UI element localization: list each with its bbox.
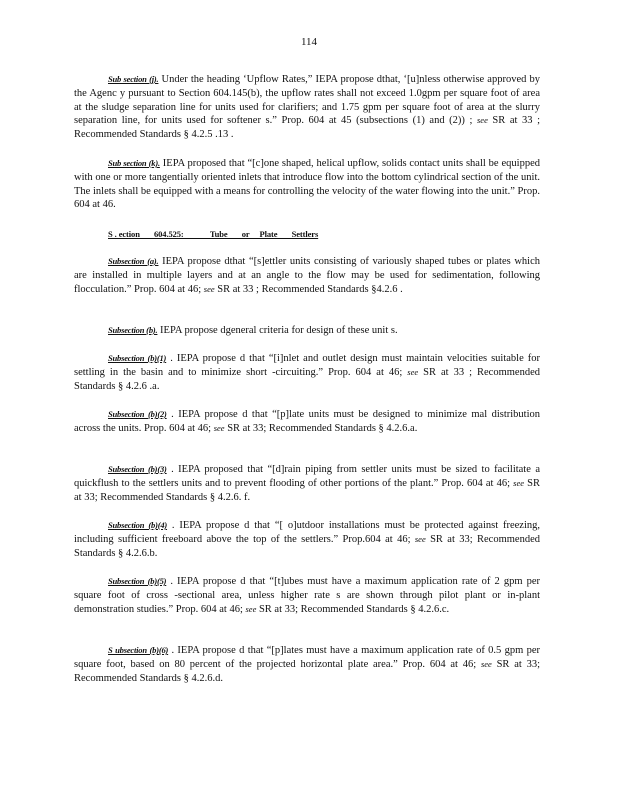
paragraph-text: IEPA propose dgeneral criteria for design of these unit s.	[157, 325, 398, 336]
citation-signal: see	[414, 533, 426, 544]
paragraph-text: . IEPA propose d that “[p]late units must be designed to minimize mal distribution across the units. Prop. 604 at 46;	[74, 409, 540, 434]
citation-signal: see	[476, 115, 488, 126]
paragraph-text: SR at 33; Recommended Standards § 4.2.6.b.	[74, 533, 540, 559]
subsection-label: Subsection (b)(1)	[108, 353, 167, 363]
paragraph-text: . IEPA propose d that “[p]lates must have a maximum application rate of 0.5 gpm per square foot, based on 80 percent of the projected horizontal plate area.” Prop. 604 at 46;	[74, 645, 540, 670]
page-number: 114	[300, 36, 318, 48]
paragraph-text: IEPA proposed that “[c]one shaped, helical upflow, solids contact units shall be equipped with one or more tangentially oriented inlets that introduce flow into the bottom cylindrical section of the unit. The inlets shall be equipped with a means for controlling the velocity of the water flowing into the unit.” Prop. 604 at 46.	[74, 158, 540, 211]
subsection-label: Subsection (b)(5)	[108, 576, 167, 586]
citation-signal: see	[513, 477, 525, 488]
subsection-label: Subsection (a).	[108, 256, 159, 266]
citation-signal: see	[203, 283, 215, 294]
subsection-label: S ubsection (b)(6)	[108, 645, 169, 655]
paragraph-text: SR at 33; Recommended Standards § 4.2.6.d.	[74, 658, 540, 684]
section-heading: S . ection 604.525: Tube or Plate Settlers	[108, 229, 319, 239]
paragraph	[74, 644, 540, 685]
paragraph-text: . IEPA propose d that “[ o]utdoor installations must be protected against freezing, including sufficient freeboard above the top of the settlers.” Prop.604 at 46;	[74, 520, 540, 545]
paragraph-text: Under the heading ‘Upflow Rates,” IEPA propose dthat, ‘[u]nless otherwise approved by the Agenc y pursuant to Section 604.145(b), the upflow rates shall not exceed 1.0gpm per square foot of area at the sludge separation line for units used for clarifiers; and 1.75 gpm per square foot of area at the slurry separation line, for units used for softener s.” Prop. 604 at 45 (subsections (1) and (2)) ;	[74, 74, 540, 127]
citation-signal: see	[245, 603, 257, 614]
paragraph-text: SR at 33; Recommended Standards § 4.2.6.a.	[224, 422, 418, 434]
subsection-label: Subsection (b).	[108, 325, 158, 335]
citation-signal: see	[407, 366, 419, 377]
paragraph	[74, 519, 540, 560]
paragraph	[74, 157, 540, 212]
paragraph	[74, 408, 540, 436]
paragraph-text: . IEPA propose d that “[t]ubes must have a maximum application rate of 2 gpm per square foot of cross -sectional area, unless higher rate s are shown through pilot plant or in-plant demonstration studies.” Prop. 604 at 46;	[74, 576, 540, 615]
paragraph	[74, 352, 540, 393]
paragraph-text: . IEPA propose d that “[i]nlet and outlet design must maintain velocities suitable for settling in the basin and to minimize short -circuiting.” Prop. 604 at 46;	[74, 353, 540, 378]
paragraph	[74, 73, 540, 142]
subsection-label: Subsection (b)(4)	[108, 520, 168, 530]
citation-signal: see	[480, 658, 492, 669]
paragraph	[74, 324, 540, 338]
paragraph-text: SR at 33 ; Recommended Standards §4.2.6 .	[214, 283, 403, 295]
subsection-label: Subsection (b)(2)	[108, 409, 167, 419]
paragraph-text: . IEPA proposed that “[d]rain piping from settler units must be sized to facilitate a quickflush to the settlers units and to prevent flooding of other portions of the plant.” Prop. 604 at 46;	[74, 464, 540, 489]
paragraph-text: SR at 33 ; Recommended Standards § 4.2.6 .a.	[74, 366, 540, 392]
subsection-label: Sub section (k).	[108, 158, 160, 168]
paragraph	[74, 463, 540, 504]
paragraph	[74, 255, 540, 296]
subsection-label: Sub section (j).	[108, 74, 159, 84]
paragraph-text: IEPA propose dthat “[s]ettler units consisting of variously shaped tubes or plates which are installed in multiple layers and at an angle to the flow may be used for sedimentation, following flocculation.” Prop. 604 at 46;	[74, 256, 541, 295]
paragraph-text: SR at 33; Recommended Standards § 4.2.6.c.	[256, 603, 450, 615]
paragraph-text: SR at 33; Recommended Standards § 4.2.6. f.	[74, 477, 540, 503]
paragraph-text: SR at 33 ; Recommended Standards § 4.2.5 .13 .	[74, 115, 541, 141]
paragraph	[74, 575, 540, 616]
citation-signal: see	[213, 422, 225, 433]
subsection-label: Subsection (b)(3)	[108, 464, 167, 474]
